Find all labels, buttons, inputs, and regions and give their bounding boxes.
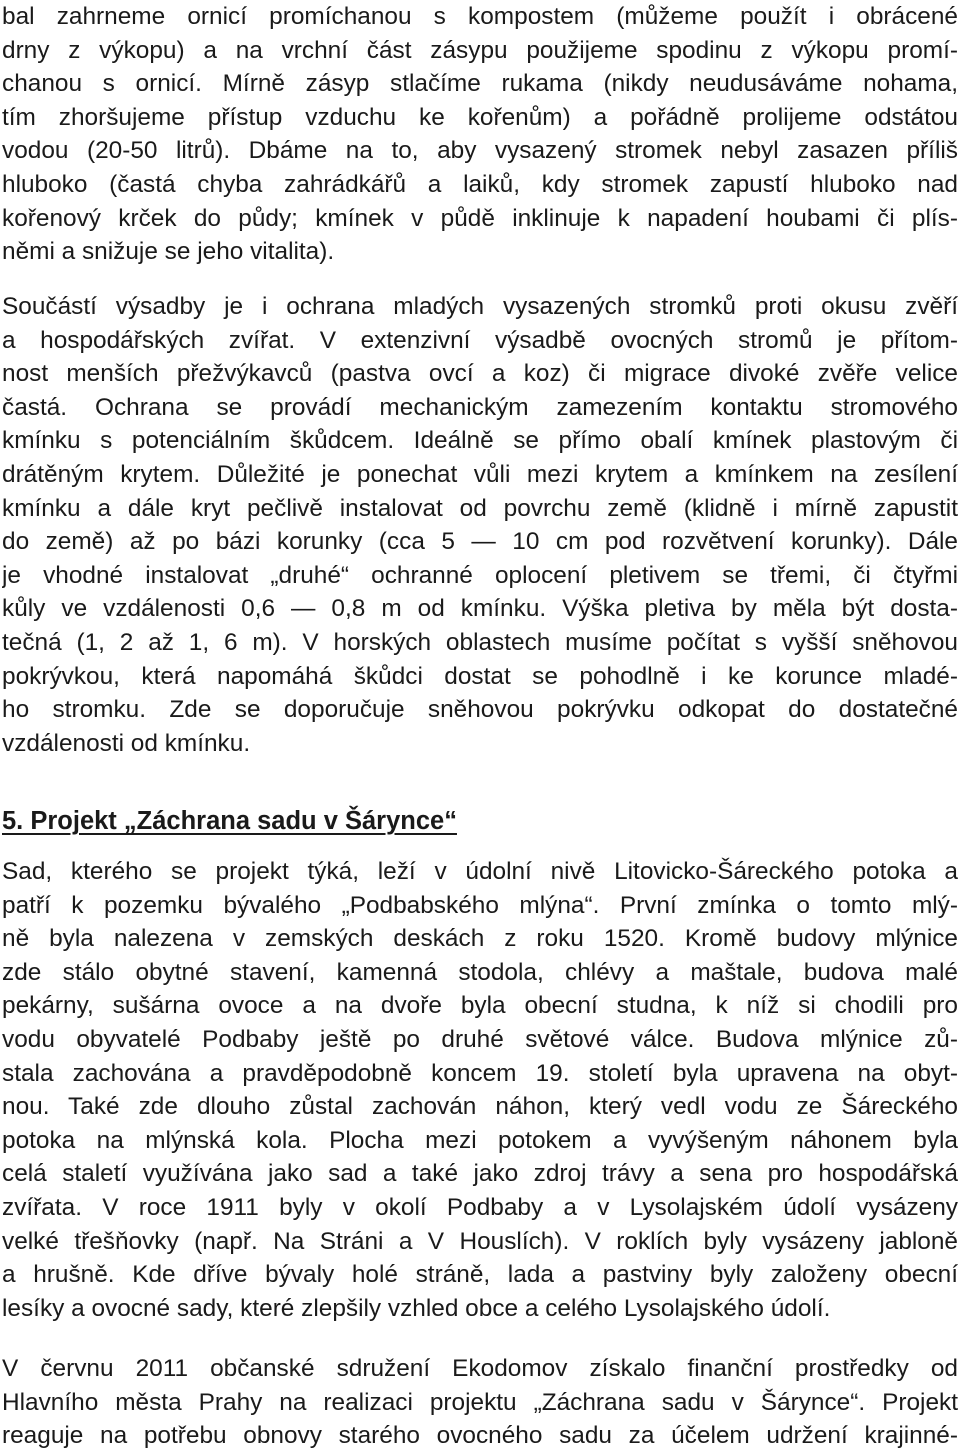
text-line: ně byla nalezena v zemských deskách z roku 1520. Kromě budovy mlýnice: [2, 925, 958, 953]
text-line: vodou (20-50 litrů). Dbáme na to, aby vysazený stromek nebyl zasazen příliš: [2, 137, 958, 165]
text-line: V červnu 2011 občanské sdružení Ekodomov získalo finanční prostředky od: [2, 1355, 958, 1382]
text-line: němi a snižuje se jeho vitalita).: [2, 238, 335, 266]
text-line: Součástí výsadby je i ochrana mladých vysazených stromků proti okusu zvěří: [2, 293, 958, 320]
text-line: nost menších přežvýkavců (pastva ovcí a koz) či migrace divoké zvěře velice: [2, 360, 958, 388]
text-line: pokrývkou, která napomáhá škůdci dostat se pohodlně i ke korunce mladé-: [2, 662, 958, 690]
paragraph-protection: [2, 290, 958, 760]
text-line: chanou s ornicí. Mírně zásyp stlačíme rukama (nikdy neudusáváme nohama,: [2, 70, 958, 98]
text-line: drny z výkopu) a na vrchní část zásypu použijeme spodinu z výkopu promí-: [2, 36, 958, 64]
text-line: do země) až po bázi korunky (cca 5 — 10 cm pod rozvětvení korunky). Dále: [2, 528, 958, 556]
text-line: kořenový krček do půdy; kmínek v půdě inklinuje k napadení houbami či plís-: [2, 204, 958, 232]
text-line: a hrušně. Kde dříve bývaly holé stráně, lada a pastviny byly založeny obecní: [2, 1261, 958, 1289]
text-line: drátěným krytem. Důležité je ponechat vůli mezi krytem a kmínkem na zesílení: [2, 460, 958, 488]
text-line: pekárny, sušárna ovoce a na dvoře byla obecní studna, k níž si chodili pro: [2, 992, 958, 1020]
text-line: Sad, kterého se projekt týká, leží v údolní nivě Litovicko-Šáreckého potoka a: [2, 858, 958, 885]
text-line: kmínku s potenciálním škůdcem. Ideálně se přímo obalí kmínek plastovým či: [2, 427, 958, 455]
paragraph-project: [2, 1352, 958, 1453]
text-line: vodu obyvatelé Podbaby ještě po druhé světové válce. Budova mlýnice zů-: [2, 1025, 958, 1053]
text-line: celá staletí využívána jako sad a také jako zdroj trávy a sena pro hospodářská: [2, 1160, 958, 1188]
text-line: hluboko (častá chyba zahrádkářů a laiků, kdy stromek zapustí hluboko nad: [2, 170, 958, 198]
text-line: reaguje na potřebu obnovy starého ovocného sadu za účelem udržení krajinné-: [2, 1422, 958, 1450]
text-line: a hospodářských zvířat. V extenzivní výsadbě ovocných stromů je přítom-: [2, 326, 958, 354]
section-heading: 5. Projekt „Záchrana sadu v Šárynce“: [2, 807, 457, 835]
text-line: častá. Ochrana se provádí mechanickým zamezením kontaktu stromového: [2, 393, 958, 421]
text-line: tím zhoršujeme přístup vzduchu ke kořenům) a pořádně prolijeme odstátou: [2, 103, 958, 131]
text-line: vzdálenosti od kmínku.: [2, 729, 251, 757]
text-line: bal zahrneme ornicí promíchanou s kompostem (můžeme použít i obrácené: [2, 3, 958, 30]
text-line: nou. Také zde dlouho zůstal zachován náhon, který vedl vodu ze Šáreckého: [2, 1093, 958, 1121]
text-line: kmínku a dále kryt pečlivě instalovat od povrchu země (klidně i mírně zapustit: [2, 494, 958, 522]
text-line: kůly ve vzdálenosti 0,6 — 0,8 m od kmínku. Výška pletiva by měla být dosta-: [2, 595, 958, 623]
text-line: velké třešňovky (např. Na Stráni a V Houslích). V roklích byly vysázeny jabloně: [2, 1227, 958, 1255]
text-line: ho stromku. Zde se doporučuje sněhovou pokrývku odkopat do dostatečné: [2, 696, 958, 724]
text-line: je vhodné instalovat „druhé“ ochranné oplocení pletivem se třemi, či čtyřmi: [2, 561, 958, 589]
text-line: Hlavního města Prahy na realizaci projektu „Záchrana sadu v Šárynce“. Projekt: [2, 1388, 958, 1416]
text-line: potoka na mlýnská kola. Plocha mezi potokem a vyvýšeným náhonem byla: [2, 1126, 958, 1154]
text-line: zde stálo obytné stavení, kamenná stodola, chlévy a maštale, budova malé: [2, 958, 958, 986]
text-line: patří k pozemku bývalého „Podbabského mlýna“. První zmínka o tomto mlý-: [2, 891, 958, 919]
text-line: lesíky a ovocné sady, které zlepšily vzhled obce a celého Lysolajského údolí.: [2, 1294, 831, 1322]
text-line: stala zachována a pravděpodobně koncem 19. století byla upravena na obyt-: [2, 1059, 958, 1087]
text-line: zvířata. V roce 1911 byly v okolí Podbaby a v Lysolajském údolí vysázeny: [2, 1193, 958, 1221]
paragraph-planting: [2, 0, 958, 269]
paragraph-orchard-history: [2, 855, 958, 1325]
text-line: tečná (1, 2 až 1, 6 m). V horských oblastech musíme počítat s vyšší sněhovou: [2, 628, 958, 656]
